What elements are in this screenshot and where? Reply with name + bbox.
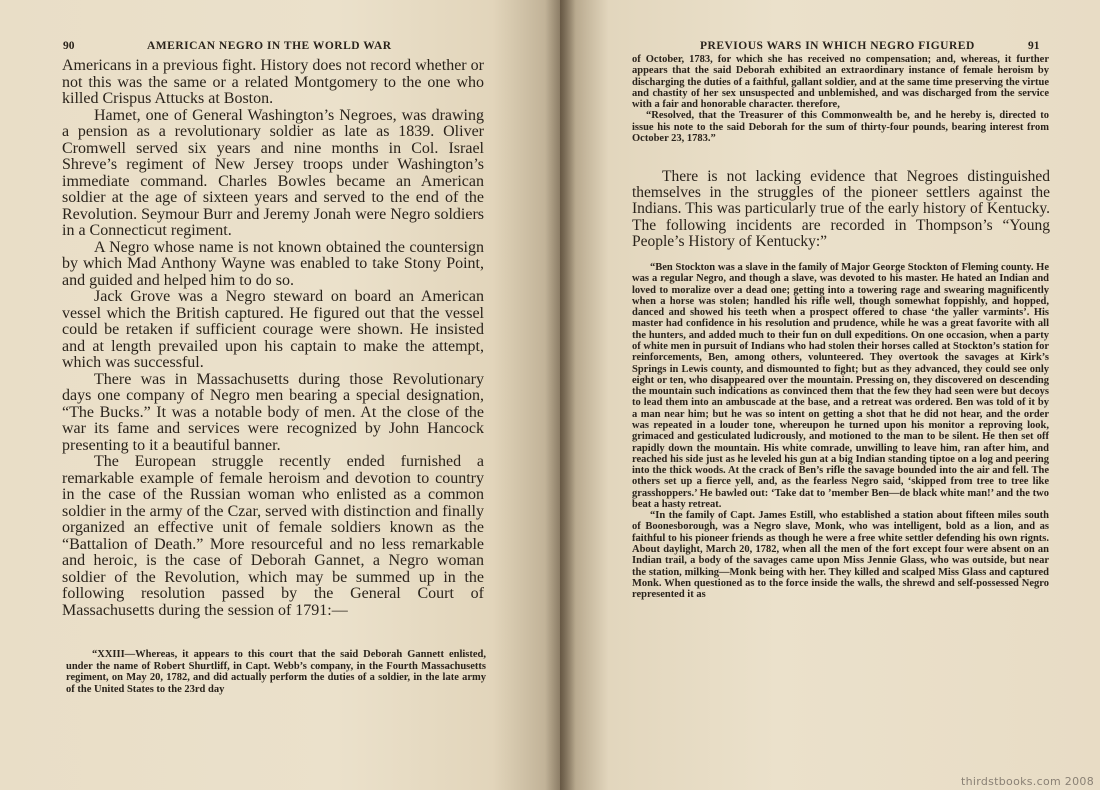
- left-body-text: [62, 58, 484, 619]
- footnote-text: “XXIII—Whereas, it appears to this court that the said Deborah Gannett enlisted, under the name of Robert Shurtliff, in Capt. Webb’s company, in the Fourth Massachusetts regiment, on May 20, 1782, and did actually perform the duties of a soldier, in the late army of the United States to the 23rd day: [66, 649, 486, 695]
- paragraph: Jack Grove was a Negro steward on board an American vessel which the British captured. He figured out that the vessel could be retaken if sufficient courage were shown. He insisted and at length prevailed upon his captain to make the attempt, which was successful.: [62, 288, 484, 371]
- kentucky-history-quote: [632, 262, 1049, 600]
- paragraph: Americans in a previous fight. History does not record whether or not this was the same or a related Montgomery to the one who killed Crispus Attucks at Boston.: [62, 57, 484, 107]
- page-number-left: 90: [63, 40, 75, 52]
- paragraph: There was in Massachusetts during those Revolutionary days one company of Negro men bearing a special designation, “The Bucks.” It was a notable body of men. At the close of the war its fame and services were recognized by John Hancock presenting to it a beautiful banner.: [62, 370, 484, 454]
- quote-paragraph: “In the family of Capt. James Estill, who established a station about fifteen miles south of Boonesborough, was a Negro slave, Monk, who was intelligent, bold as a lion, and as faithful to his pioneer friends as though he were a free white settler defending his own rignts. About daylight, March 20, 1782, when all the men of the fort except four were absent on an Indian trail, a body of the savages came upon Miss Jennie Glass, who was outside, but near the station, milking—Monk being with her. They killed and scalped Miss Glass and captured Monk. When questioned as to the force inside the walls, the shrewd and self-possessed Negro represented it as: [632, 510, 1049, 601]
- resolution-continuation: [632, 54, 1049, 144]
- paragraph: The European struggle recently ended furnished a remarkable example of female heroism and devotion to country in the case of the Russian woman who enlisted as a common soldier in the army of the Czar, served with distinction and finally organized an effective unit of female soldiers known as the “Battalion of Death.” More resourceful and no less remarkable and heroic, is the case of Deborah Gannet, a Negro woman soldier of the Revolution, which may be summed up in the following resolution passed by the General Court of Massachusetts during the session of 1791:—: [62, 453, 484, 619]
- resolution-paragraph: “Resolved, that the Treasurer of this Commonwealth be, and he hereby is, directed to issue his note to the said Deborah for the sum of thirty-four pounds, bearing interest from October 23, 1783.”: [632, 110, 1049, 145]
- running-head-left: AMERICAN NEGRO IN THE WORLD WAR: [147, 40, 392, 52]
- footnote-resolution-start: [66, 649, 486, 695]
- paragraph: Hamet, one of General Washington’s Negroes, was drawing a pension as a revolutionary soldier as late as 1839. Oliver Cromwell served six years and nine months in Col. Israel Shreve’s regiment of New Jersey troops under Washington’s immediate command. Charles Bowles became an American soldier at the age of sixteen years and served to the end of the Revolution. Seymour Burr and Jeremy Jonah were Negro soldiers in a Connecticut regiment.: [62, 106, 484, 239]
- page-number-right: 91: [1028, 40, 1040, 52]
- right-body-text: [632, 169, 1050, 250]
- paragraph: There is not lacking evidence that Negroes distinguished themselves in the struggles of the pioneer settlers against the Indians. This was particularly true of the early history of Kentucky. The following incidents are recorded in Thompson’s “Young People’s History of Kentucky:”: [632, 168, 1050, 250]
- watermark: thirdstbooks.com 2008: [960, 775, 1094, 788]
- paragraph: A Negro whose name is not known obtained the countersign by which Mad Anthony Wayne was enabled to take Stony Point, and guided and helped him to do so.: [62, 238, 484, 289]
- quote-paragraph: “Ben Stockton was a slave in the family of Major George Stockton of Fleming county. He was a regular Negro, and though a slave, was devoted to his master. He hated an Indian and loved to moralize over a dead one; getting into a towering rage and swearing magnificently when a horse was stolen; handled his rifle well, though somewhat foppishly, and hopped, danced and showed his teeth when a prospect offered to chase ‘the yaller varmints’. His master had confidence in his resolution and prudence, while he was a great favorite with all the hunters, and added much to their fun on dull expeditions. On one occasion, when a party of white men in pursuit of Indians who had stolen their horses called at Stockton’s station for reinforcements, Ben, among others, volunteered. They overtook the savages at Kirk’s Springs in Lewis county, and dismounted to fight; but as they advanced, they could see only eight or ten, who disappeared over the mountain. Pressing on, they discovered on descending the mountain such indications as convinced them that the few they had seen were but decoys to lead them into an ambuscade at the base, and a retreat was ordered. Ben was told of it by a man near him; but he was so intent on getting a shot that he did not hear, and the order was repeated in a louder tone, whereupon he turned upon his monitor a reproving look, grimaced and gesticulated ludicrously, and motioned to the man to be silent. He then set off rapidly down the mountain. His white comrade, unwilling to leave him, ran after him, and reached his side just as he leveled his gun at a big Indian standing tiptoe on a log and peering into the thick woods. At the crack of Ben’s rifle the savage bounded into the air and fell. The others set up a fierce yell, and, as the fearless Negro said, ‘skipped from tree to tree like grasshoppers.’ He bawled out: ‘Take dat to ’member Ben—de black white man!’ and the two beat a hasty retreat.: [632, 262, 1049, 510]
- resolution-paragraph: of October, 1783, for which she has received no compensation; and, whereas, it further appears that the said Deborah exhibited an extraordinary instance of female heroism by discharging the duties of a faithful, gallant soldier, and at the same time preserving the virtue and chastity of her sex unsuspected and unblemished, and was discharged from the service with a fair and honorable character. therefore,: [632, 54, 1049, 111]
- running-head-right: PREVIOUS WARS IN WHICH NEGRO FIGURED: [700, 40, 975, 52]
